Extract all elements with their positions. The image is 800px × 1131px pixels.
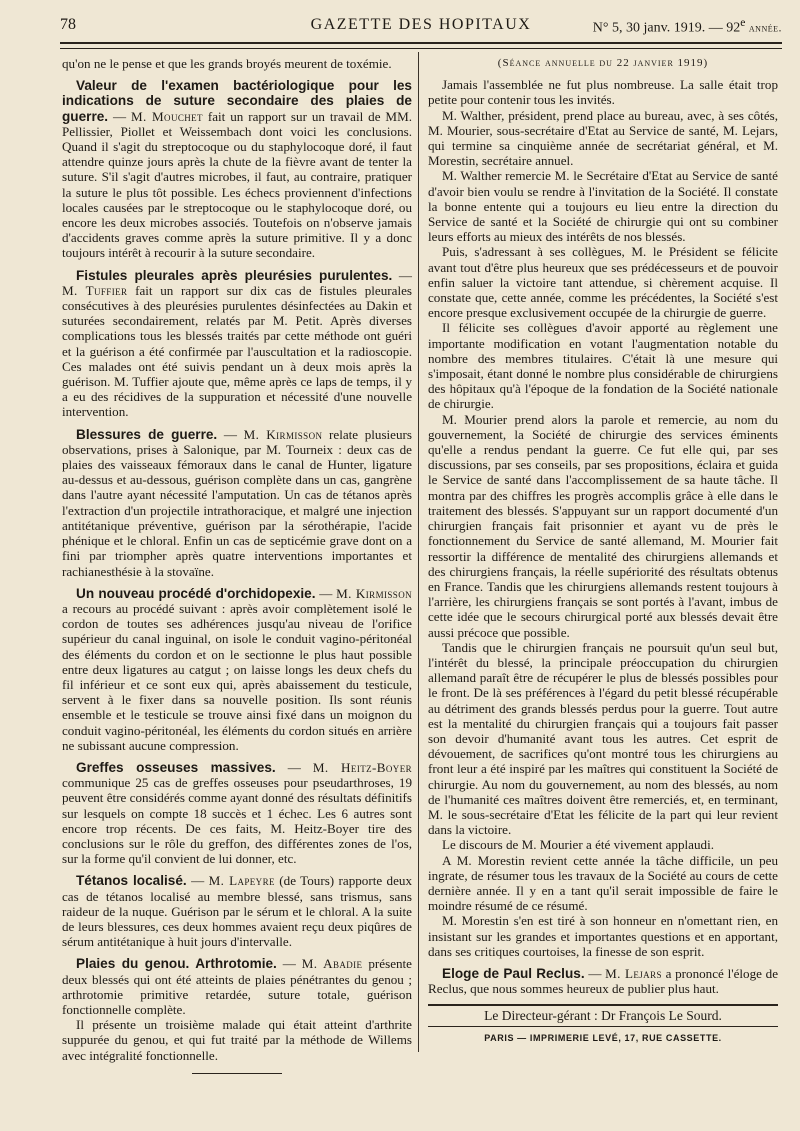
session-paragraph: Le discours de M. Mourier a été vivement applaudi. xyxy=(442,837,714,853)
page-number: 78 xyxy=(60,16,76,33)
article-author: M. Heitz-Boyer xyxy=(312,759,412,775)
header-rule xyxy=(60,42,782,49)
issue-date: N° 5, 30 janv. 1919. — 92 xyxy=(592,20,741,36)
article-body: fait un rapport sur dix cas de fistules pleurales consécutives à des pleurésies purulentes désinfectées au Dakin et suturées secondairement, relatés par M. Petit. Après diverses complications tous les blessés traités par cette méthode ont guéri et la guérison a été confirmée par l'auscultation et la radioscopie. Ces malades ont été suivis pendant un à deux mois après la guérison. M. Tuffier ajoute que, même après ce laps de temps, il y a eu des récidives de la suppuration et nécessité d'une nouvelle intervention. xyxy=(62,282,412,420)
article-body: a recours au procédé suivant : après avoir complètement isolé le cordon de toutes ses adhérences jusqu'au niveau de l'orifice supérieur du canal inguinal, on isole le conduit vagino-péritonéal des éléments du cordon et on le sectionne le plus haut possible entre deux ligatures au catgut ; on laisse longs les deux chefs du fil inférieur et ce sont eux qui, après abaissement du testicule, servent à le fixer dans sa nouvelle position. Ils sont réunis ensemble et le testicule se trouve ainsi fixé dans un moignon du conduit vagino-péritonéal, les éléments du cordon situés en arrière ne subissant aucune compression. xyxy=(62,600,412,753)
article-author: M. Tuffier xyxy=(62,282,128,298)
article-plaies-genou: Plaies du genou. Arthrotomie. — M. Abadie présente deux blessés qui ont été atteints de plaies pénétrantes du genou ; arthrotomie primitive retardée, suture totale, guérison fonctionnelle complète. xyxy=(62,956,412,1017)
left-column xyxy=(62,56,412,1074)
page-header xyxy=(60,10,782,40)
article-author: M. Kirmisson xyxy=(336,585,412,601)
director-signature: Le Directeur-gérant : Dr François Le Sourd. xyxy=(428,1004,778,1026)
article-orchidopexie: Un nouveau procédé d'orchidopexie. — M. Kirmisson a recours au procédé suivant : après avoir complètement isolé le cordon de toutes ses adhérences jusqu'au niveau de l'orifice supérieur du canal inguinal, on isole le conduit vagino-péritonéal des éléments du cordon et on le sectionne le plus haut possible entre deux ligatures au catgut ; on laisse longs les deux chefs du fil inférieur et ce sont eux qui, après abaissement du testicule, servent à le fixer dans sa nouvelle position. Ils sont réunis ensemble et le testicule se trouve ainsi fixé dans un moignon du conduit vagino-péritonéal, les éléments du cordon situés en arrière ne subissant aucune compression. xyxy=(62,585,412,753)
column-divider xyxy=(418,52,419,1052)
session-paragraph: Il félicite ses collègues d'avoir apporté au règlement une importante modification en votant l'augmentation notable du nombre des membres titulaires. C'était là une mesure qui s'imposait, étant donné le nombre plus considérable de chirurgiens des hôpitaux qu'à l'époque de la fondation de la Société nationale de chirurgie. xyxy=(428,320,778,412)
article-author: M. Kirmisson xyxy=(243,426,323,442)
session-header: (Séance annuelle du 22 janvier 1919) xyxy=(497,57,709,69)
article-body-continued: Il présente un troisième malade qui était atteint d'arthrite suppurée du genou, et qui fut traité par la méthode de Willems avec intégralité fonctionnelle. xyxy=(62,1017,412,1063)
article-body: relate plusieurs observations, prises à Salonique, par M. Tourneix : deux cas de plaies des vaisseaux fémoraux dans le canal de Hunter, ligature au-dessus et au-dessous, guérison complète dans un cas, gangrène dans l'autre ayant nécessité l'amputation. Un cas de tétanos après l'extraction d'un projectile intrathoracique, et malgré une injection antitétanique préventive, guérison par la sérothérapie, l'acide phénique et le chloral. Enfin un cas de septicémie grave dont on a fini par triompher après quatre interventions importantes et rachianesthésie à la stovaïne. xyxy=(62,426,412,579)
issue-info xyxy=(593,16,782,37)
article-fistules-pleurales: Fistules pleurales après pleurésies purulentes. — M. Tuffier fait un rapport sur dix cas de fistules pleurales consécutives à des pleurésies purulentes désinfectées au Dakin et suturées secondairement, relatés par M. Petit. Après diverses complications tous les blessés traités par cette méthode ont guéri et la guérison a été confirmée par l'auscultation et la radioscopie. Ces malades ont été suivis pendant un à deux mois après la guérison. M. Tuffier ajoute que, même après ce laps de temps, il y a eu des récidives de la suppuration et nécessité d'une nouvelle intervention. xyxy=(62,267,412,420)
article-body: communique 25 cas de greffes osseuses pour pseudarthroses, 19 peuvent être considérés comme ayant donné des résultats définitifs sur lesquels on compte 18 succès et 1 échec. Les 6 autres sont encore trop récents. De ces faits, M. Heitz-Boyer tire des conclusions sur le rôle du greffon, des différentes zones de l'os, sur la forme qu'il convient de lui donner, etc. xyxy=(62,775,412,867)
article-author: M. Abadie xyxy=(301,956,363,972)
article-title: Un nouveau procédé d'orchidopexie. xyxy=(76,585,316,601)
article-body: a prononcé l'éloge de Reclus, que nous sommes heureux de publier plus haut. xyxy=(428,965,779,997)
article-author: M. Mouchet xyxy=(131,108,203,124)
article-title: Eloge de Paul Reclus. xyxy=(442,965,585,981)
session-paragraph: M. Walther remercie M. le Secrétaire d'Etat au Service de santé d'avoir bien voulu se rendre à l'invitation de la Société. Il constate la bonne entente qui a toujours eu lieu entre la direction du Service de santé et la Société de chirurgie qui ont su combiner leurs efforts au mieux des intérêts de nos blessés. xyxy=(428,168,778,245)
issue-year-label: année. xyxy=(745,20,782,35)
end-rule xyxy=(192,1073,282,1074)
session-paragraph: Jamais l'assemblée ne fut plus nombreuse. La salle était trop petite pour contenir tous les invités. xyxy=(428,77,778,108)
article-title: Tétanos localisé. xyxy=(76,873,187,889)
article-title: Valeur de l'examen bactériologique pour les indications de suture secondaire des plaies de guerre. xyxy=(62,78,412,124)
article-suture-secondaire: Valeur de l'examen bactériologique pour les indications de suture secondaire des plaies de guerre. — M. Mouchet fait un rapport sur un travail de MM. Pellissier, Piollet et Weissembach dont voici les conclusions. Quand il s'agit du streptocoque ou du staphylocoque doré, il faut attendre quinze jours après la chute de la fièvre avant de tenter la suture. S'il s'agit d'autres microbes, il faut, au contraire, pratiquer la suture le plus tôt possible. Les échecs proviennent d'infections locales causées par le streptocoque ou le staphylocoque doré, ou encore les deux microbes associés. Toutefois on n'observe jamais d'accidents graves comme après la suture primitive. Il y a donc toujours intérêt à recourir à la suture secondaire. xyxy=(62,78,412,261)
intro-paragraph: qu'on ne le pense et que les grands broyés meurent de toxémie. xyxy=(62,56,392,71)
article-title: Fistules pleurales après pleurésies purulentes. xyxy=(76,267,393,283)
article-body: (de Tours) rapporte deux cas de tétanos localisé au membre blessé, sans trismus, sans raideur de la nuque. Guérison par le sérum et le chloral. A la suite de leurs blessures, ces deux hommes avaient reçu deux piqûres de sérum antitétanique à huit jours d'intervalle. xyxy=(62,873,413,950)
article-greffes-osseuses: Greffes osseuses massives. — M. Heitz-Boyer communique 25 cas de greffes osseuses pour pseudarthroses, 19 peuvent être considérés comme ayant donné des résultats définitifs sur lesquels on compte 18 succès et 1 échec. Les 6 autres sont encore trop récents. De ces faits, M. Heitz-Boyer tire des conclusions sur le rôle du greffon, des différentes zones de l'os, sur la forme qu'il convient de lui donner, etc. xyxy=(62,759,412,867)
session-paragraph: M. Mourier prend alors la parole et remercie, au nom du gouvernement, la Société de chirurgie des services éminents qu'elle a rendus pendant la guerre. Ce fut elle qui, par ses discussions, par ses conseils, par ses propositions, éclaira et guida le Service de santé dans l'accomplissement de sa haute tâche. Il montra par des chiffres les progrès accomplis grâce à elle dans le traitement des blessés. S'appuyant sur un rapport documenté d'un chirurgien français fait prisonnier et ayant vu de près le fonctionnement du Service de santé allemand, M. Mourier fait ressortir la différence de mentalité des chirurgiens allemands et des chirurgiens français, la réelle supériorité des résultats obtenus en France. Tandis que les chirurgiens allemands restent toujours à l'arrière, les chirurgiens français se sont portés à l'avant, imbus de cette idée que le secours chirurgical porté aux blessés devait être aussi précoce que possible. xyxy=(428,411,778,640)
article-body: fait un rapport sur un travail de MM. Pellissier, Piollet et Weissembach dont voici les conclusions. Quand il s'agit du streptocoque ou du staphylocoque doré, il faut attendre quinze jours après la chute de la fièvre avant de tenter la suture. S'il s'agit d'autres microbes, il faut, au contraire, pratiquer la suture le plus tôt possible. Les échecs proviennent d'infections locales causées par le streptocoque ou le staphylocoque doré, ou encore les deux microbes associés. Toutefois on n'observe jamais d'accidents graves comme après la suture primitive. Il y a donc toujours intérêt à recourir à la suture secondaire. xyxy=(62,108,412,261)
article-title: Plaies du genou. Arthrotomie. xyxy=(76,956,277,972)
article-title: Blessures de guerre. xyxy=(76,426,218,442)
article-tetanos-localise: Tétanos localisé. — M. Lapeyre (de Tours) rapporte deux cas de tétanos localisé au membre blessé, sans trismus, sans raideur de la nuque. Guérison par le sérum et le chloral. A la suite de leurs blessures, ces deux hommes avaient reçu deux piqûres de sérum antitétanique à huit jours d'intervalle. xyxy=(62,873,413,950)
issue-ordinal: e xyxy=(740,16,746,29)
article-eloge-reclus: Eloge de Paul Reclus. — M. Lejars a prononcé l'éloge de Reclus, que nous sommes heureux de publier plus haut. xyxy=(428,965,779,997)
article-blessures-guerre: Blessures de guerre. — M. Kirmisson relate plusieurs observations, prises à Salonique, par M. Tourneix : deux cas de plaies des vaisseaux fémoraux dans le canal de Hunter, ligature au-dessus et au-dessous, guérison complète dans un cas, gangrène dans l'autre ayant nécessité l'amputation. Un cas de tétanos après l'extraction d'un projectile intrathoracique, et malgré une injection antitétanique préventive, guérison par la sérothérapie, l'acide phénique et le chloral. Enfin un cas de septicémie grave dont on a fini par triompher après quatre interventions importantes et rachianesthésie à la stovaïne. xyxy=(62,426,412,579)
printer-imprint: PARIS — IMPRIMERIE LEVÉ, 17, RUE CASSETTE. xyxy=(484,1032,722,1043)
article-body: présente deux blessés qui ont été atteints de plaies pénétrantes du genou ; arthrotomie primitive retardée, suture totale, guérison fonctionnelle complète. xyxy=(62,956,412,1017)
right-column xyxy=(428,56,778,1046)
session-paragraph: M. Morestin s'en est tiré à son honneur en n'omettant rien, en insistant sur les grandes et importantes questions et en apportant, dans ses critiques courtoises, la finesse de son esprit. xyxy=(428,913,778,959)
journal-title: GAZETTE DES HOPITAUX xyxy=(310,16,532,33)
session-paragraph: M. Walther, président, prend place au bureau, avec, à ses côtés, M. Mourier, sous-secrétaire d'Etat au Service de santé, M. Lejars, qui termine sa cinquième année de secrétariat général, et M. Morestin, secrétaire annuel. xyxy=(428,107,778,169)
article-title: Greffes osseuses massives. xyxy=(76,759,276,775)
session-paragraph: A M. Morestin revient cette année la tâche difficile, un peu ingrate, de résumer tous les travaux de la Société au cours de cette dernière année. Il y en a tant qu'il serait impossible de faire le moindre résumé de ce résumé. xyxy=(428,852,778,914)
session-paragraph: Puis, s'adressant à ses collègues, M. le Président se félicite avant tout d'être plus heureux que ses prédécesseurs et de pouvoir enfin saluer la victoire tant attendue, si chèrement acquise. Il constate que, cette année, comme les précédentes, la Société s'est encore presque exclusivement occupée de la chirurgie de guerre. xyxy=(428,244,778,321)
article-author: M. Lapeyre xyxy=(208,873,275,889)
article-author: M. Lejars xyxy=(605,965,662,981)
session-paragraph: Tandis que le chirurgien français ne poursuit qu'un seul but, l'intérêt du blessé, la principale préoccupation du chirurgien allemand paraît être de récupérer le plus de blessés possibles pour le front. De là ses préférences à l'égard du petit blessé récupérable au détriment des grands blessés perdus pour la guerre. Tout autre est la mentalité du chirurgien français qui a toujours fait passer son devoir d'humanité avant tous les autres. Cet esprit de dévouement, de sacrifices qu'ont montré tous les chirurgiens au front leur a été inspiré par les maîtres qui constituent la Société de chirurgie. Au nom du gouvernement, au nom des blessés, au nom de l'humanité ces maîtres doivent être remerciés, et, en terminant, M. le sous-secrétaire d'Etat les félicite de la part qui leur revient dans la victoire. xyxy=(428,639,778,838)
